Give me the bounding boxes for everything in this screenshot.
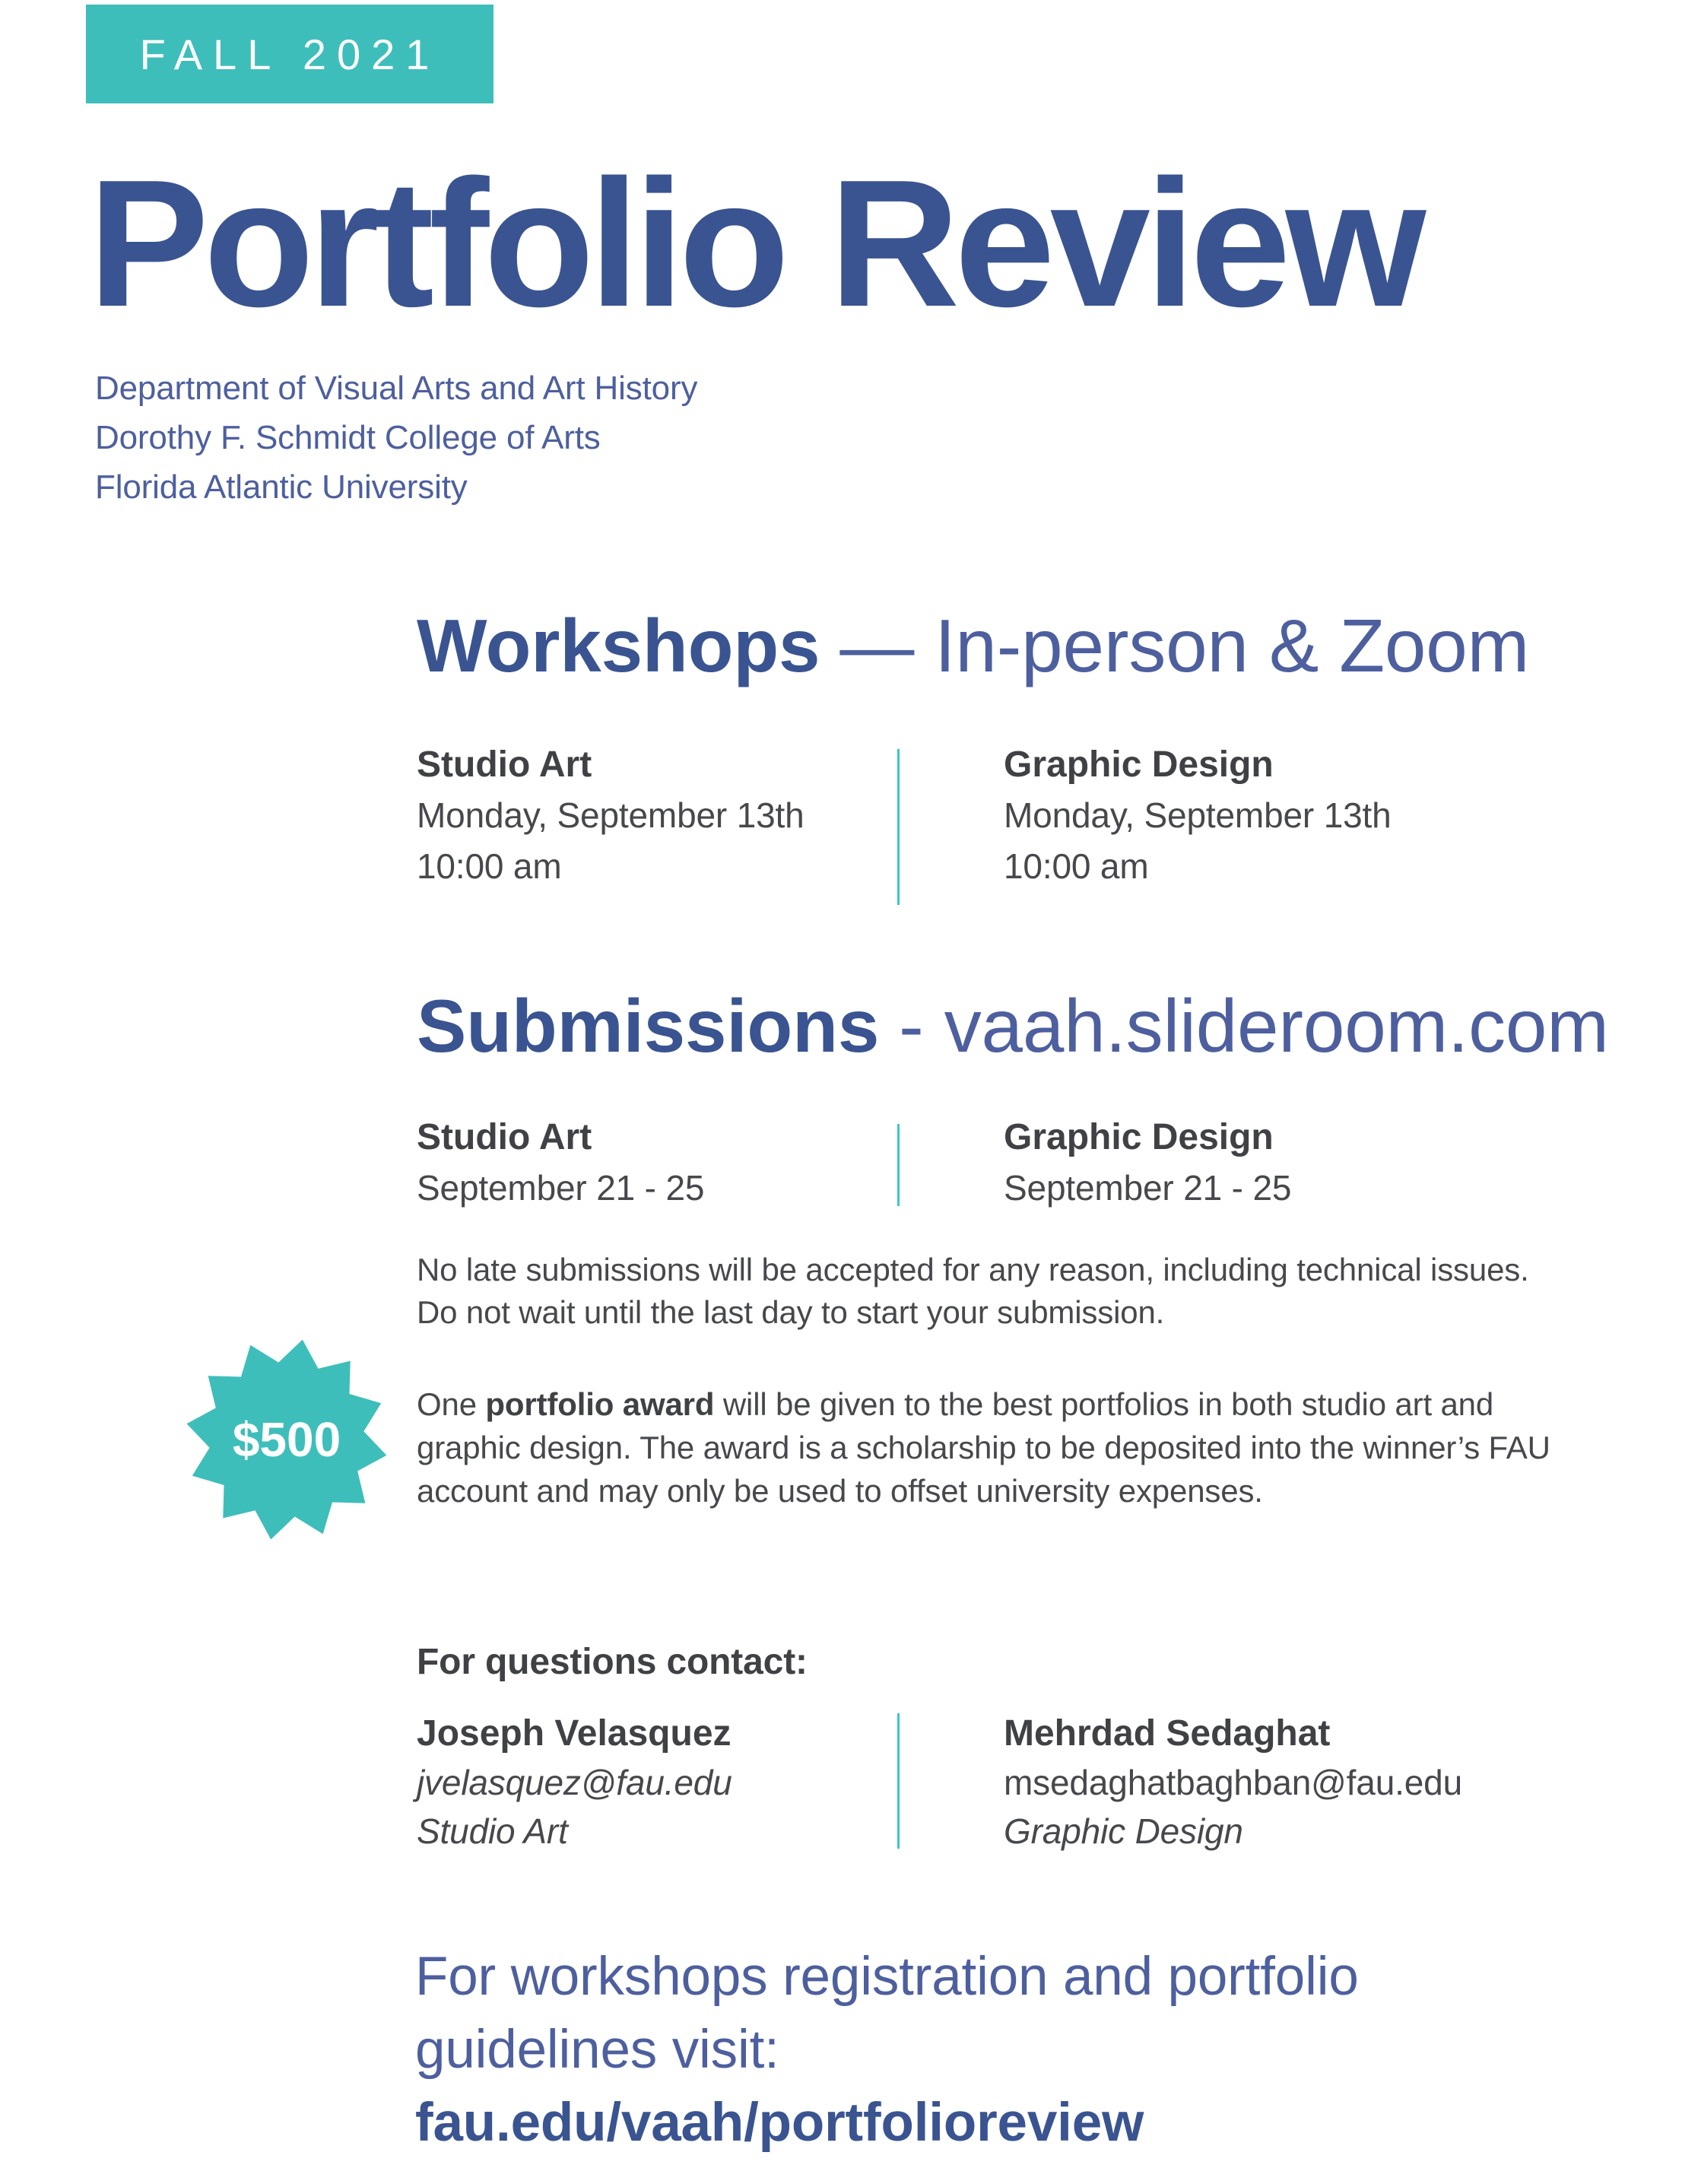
submissions-studio-art-column <box>417 1112 704 1214</box>
footer-line: For workshops registration and portfolio <box>415 1947 1359 2007</box>
workshops-studio-art-time: 10:00 am <box>417 846 562 886</box>
workshops-heading <box>417 604 1530 687</box>
workshops-column-divider <box>897 749 900 905</box>
submissions-heading-bold: Submissions <box>417 984 880 1068</box>
page-title: Portfolio Review <box>88 143 1421 344</box>
workshops-graphic-design-date: Monday, September 13th <box>1004 795 1392 835</box>
workshops-heading-bold: Workshops <box>417 604 820 687</box>
submissions-graphic-design-dates: September 21 - 25 <box>1004 1168 1292 1208</box>
submissions-studio-art-title: Studio Art <box>417 1117 592 1157</box>
contact-graphic-design <box>1004 1709 1462 1855</box>
contact-role: Graphic Design <box>1004 1811 1243 1851</box>
workshops-heading-light: — In-person & Zoom <box>839 604 1530 687</box>
workshops-studio-art-column <box>417 739 805 892</box>
workshops-studio-art-title: Studio Art <box>417 744 592 785</box>
contact-name: Joseph Velasquez <box>417 1713 732 1754</box>
award-paragraph <box>417 1382 1550 1513</box>
contacts-column-divider <box>897 1713 900 1849</box>
workshops-graphic-design-time: 10:00 am <box>1004 846 1149 886</box>
award-star-badge <box>184 1337 389 1542</box>
contact-email-link[interactable]: msedaghatbaghban@fau.edu <box>1004 1763 1463 1802</box>
semester-badge <box>86 5 493 103</box>
award-amount: $500 <box>232 1412 341 1467</box>
workshops-graphic-design-column <box>1004 739 1392 892</box>
semester-badge-label: FALL 2021 <box>139 30 440 78</box>
department-info <box>95 363 697 512</box>
submissions-slideroom-url[interactable]: - vaah.slideroom.com <box>899 984 1609 1068</box>
submissions-studio-art-dates: September 21 - 25 <box>417 1168 705 1208</box>
contacts-heading: For questions contact: <box>417 1642 808 1682</box>
submissions-column-divider <box>897 1124 900 1206</box>
portfolio-review-url[interactable]: fau.edu/vaah/portfolioreview <box>415 2093 1144 2153</box>
portfolio-award-emphasis: portfolio award <box>485 1386 715 1422</box>
college-line: Dorothy F. Schmidt College of Arts <box>95 419 601 456</box>
university-line: Florida Atlantic University <box>95 468 468 506</box>
award-paragraph-line: graphic design. The award is a scholarship to be deposited into the winner’s FAU <box>417 1430 1550 1465</box>
submissions-graphic-design-column <box>1004 1112 1291 1214</box>
award-paragraph-line: account and may only be used to offset university expenses. <box>417 1473 1263 1509</box>
contact-email-link[interactable]: jvelasquez@fau.edu <box>417 1763 732 1802</box>
contact-role: Studio Art <box>417 1811 568 1851</box>
footer-line: guidelines visit: <box>415 2020 779 2080</box>
footer-cta <box>415 1941 1359 2160</box>
workshops-graphic-design-title: Graphic Design <box>1004 744 1274 785</box>
workshops-studio-art-date: Monday, September 13th <box>417 795 805 835</box>
late-submission-note <box>417 1249 1529 1334</box>
submissions-heading <box>417 984 1609 1068</box>
submissions-graphic-design-title: Graphic Design <box>1004 1117 1274 1157</box>
late-submission-note-line: Do not wait until the last day to start your submission. <box>417 1294 1165 1330</box>
contact-studio-art <box>417 1709 732 1855</box>
award-paragraph-line: One portfolio award will be given to the best portfolios in both studio art and <box>417 1386 1494 1422</box>
late-submission-note-line: No late submissions will be accepted for any reason, including technical issues. <box>417 1252 1529 1287</box>
contact-name: Mehrdad Sedaghat <box>1004 1713 1331 1754</box>
department-line: Department of Visual Arts and Art History <box>95 370 698 407</box>
